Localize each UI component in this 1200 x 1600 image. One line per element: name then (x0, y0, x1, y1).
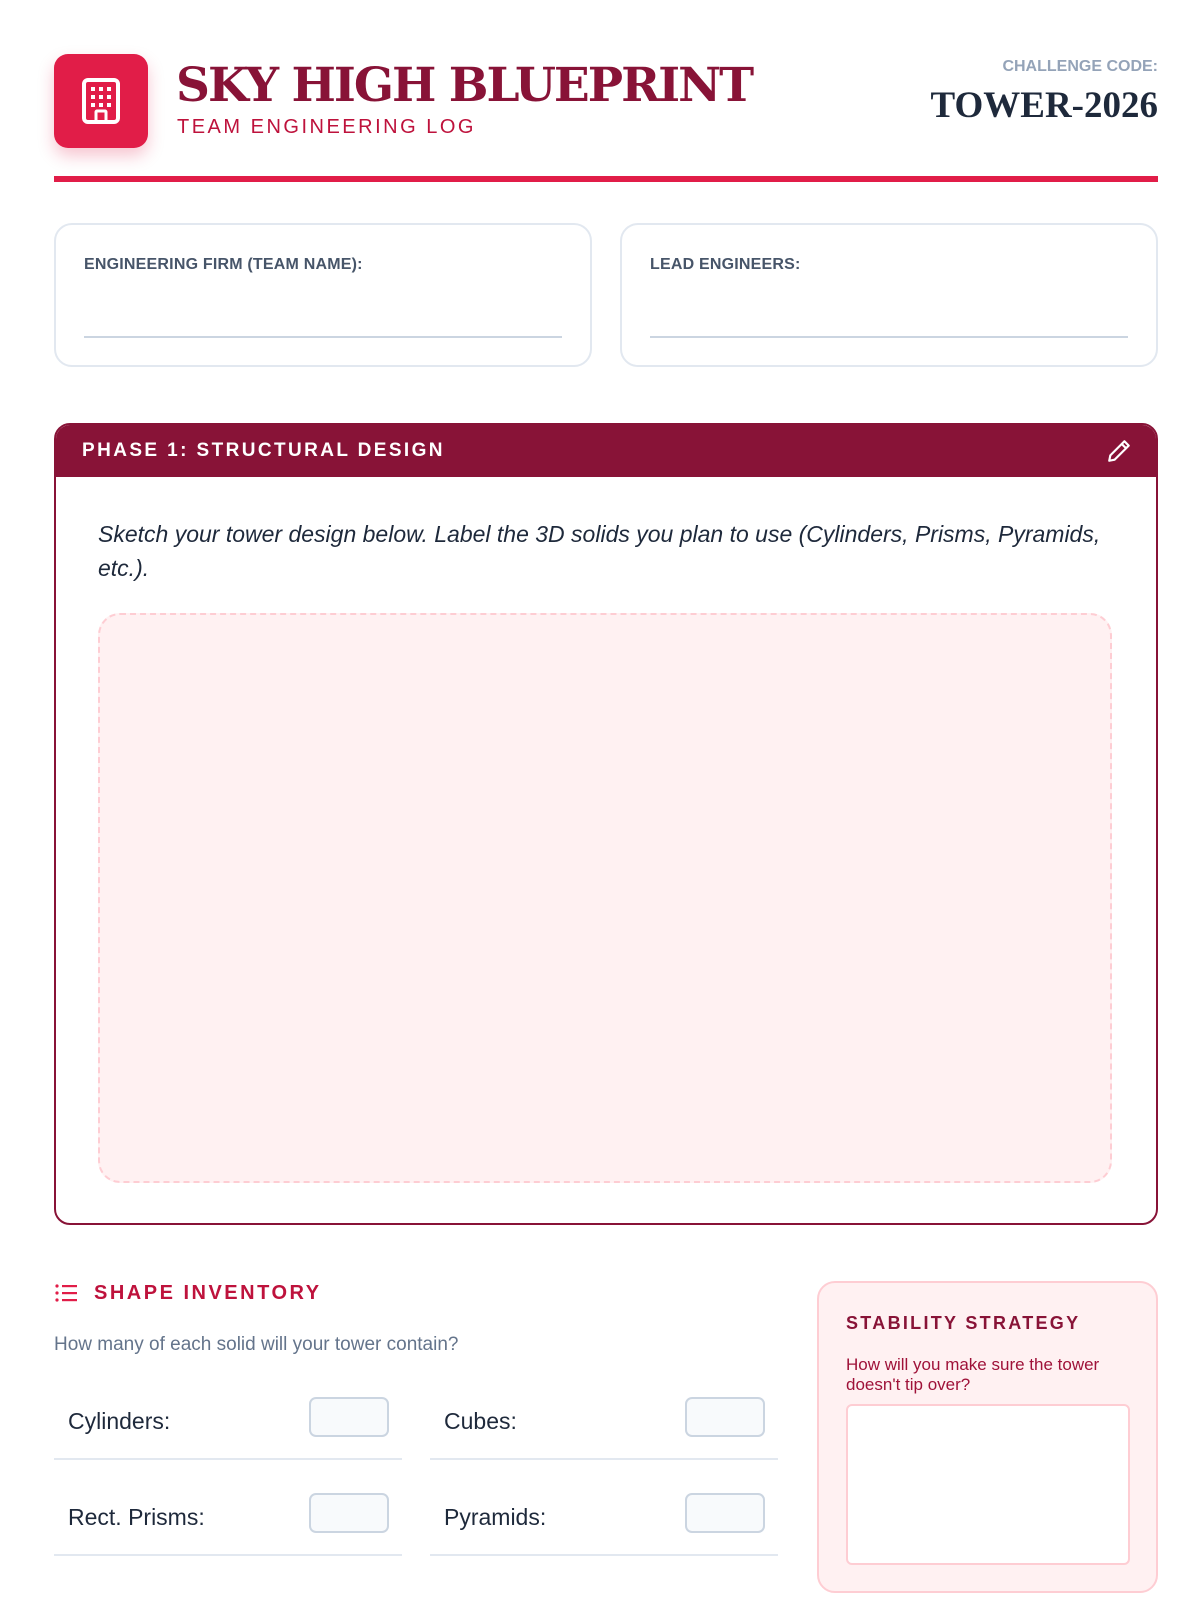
page-subtitle: TEAM ENGINEERING LOG (177, 116, 476, 138)
inventory-label: Pyramids: (444, 1504, 547, 1530)
inventory-row-cylinders (54, 1380, 402, 1460)
logo-badge (54, 54, 148, 148)
inventory-row-cubes (430, 1380, 778, 1460)
cylinders-count-input[interactable] (309, 1397, 389, 1437)
rect-prisms-count-input[interactable] (309, 1493, 389, 1533)
page-header (54, 54, 1158, 182)
stability-strategy-answer[interactable] (846, 1404, 1130, 1565)
stability-strategy-question: How will you make sure the tower doesn't tip over? (846, 1355, 1100, 1394)
inventory-row-rect-prisms (54, 1476, 402, 1556)
sketch-area[interactable] (98, 613, 1112, 1183)
phase-1-header (56, 425, 1156, 477)
challenge-code-label: CHALLENGE CODE: (1002, 58, 1158, 75)
phase-1-instruction: Sketch your tower design below. Label the 3D solids you plan to use (Cylinders, Prisms, Pyramids, etc.). (98, 521, 1101, 581)
challenge-code-value: TOWER-2026 (930, 85, 1158, 126)
pencil-icon (1106, 438, 1132, 464)
list-icon (54, 1282, 78, 1304)
inventory-label: Cubes: (444, 1408, 517, 1434)
team-name-label: ENGINEERING FIRM (TEAM NAME): (84, 256, 363, 273)
stability-strategy-card (817, 1281, 1158, 1593)
page-title: SKY HIGH BLUEPRINT (176, 58, 753, 113)
inventory-label: Cylinders: (68, 1408, 171, 1434)
stability-strategy-title: STABILITY STRATEGY (846, 1313, 1081, 1333)
building-icon (79, 77, 123, 125)
inventory-row-pyramids (430, 1476, 778, 1556)
shape-inventory-prompt: How many of each solid will your tower contain? (54, 1334, 459, 1355)
lead-engineers-field[interactable] (650, 336, 1128, 338)
pyramids-count-input[interactable] (685, 1493, 765, 1533)
team-name-card (54, 223, 592, 367)
phase-1-panel (54, 423, 1158, 1225)
shape-inventory-title: SHAPE INVENTORY (94, 1281, 322, 1304)
lead-engineers-card (620, 223, 1158, 367)
team-name-field[interactable] (84, 336, 562, 338)
lead-engineers-label: LEAD ENGINEERS: (650, 256, 801, 273)
inventory-label: Rect. Prisms: (68, 1504, 205, 1530)
header-divider (54, 176, 1158, 182)
cubes-count-input[interactable] (685, 1397, 765, 1437)
shape-inventory-heading (54, 1281, 322, 1305)
phase-1-title: PHASE 1: STRUCTURAL DESIGN (82, 440, 445, 461)
